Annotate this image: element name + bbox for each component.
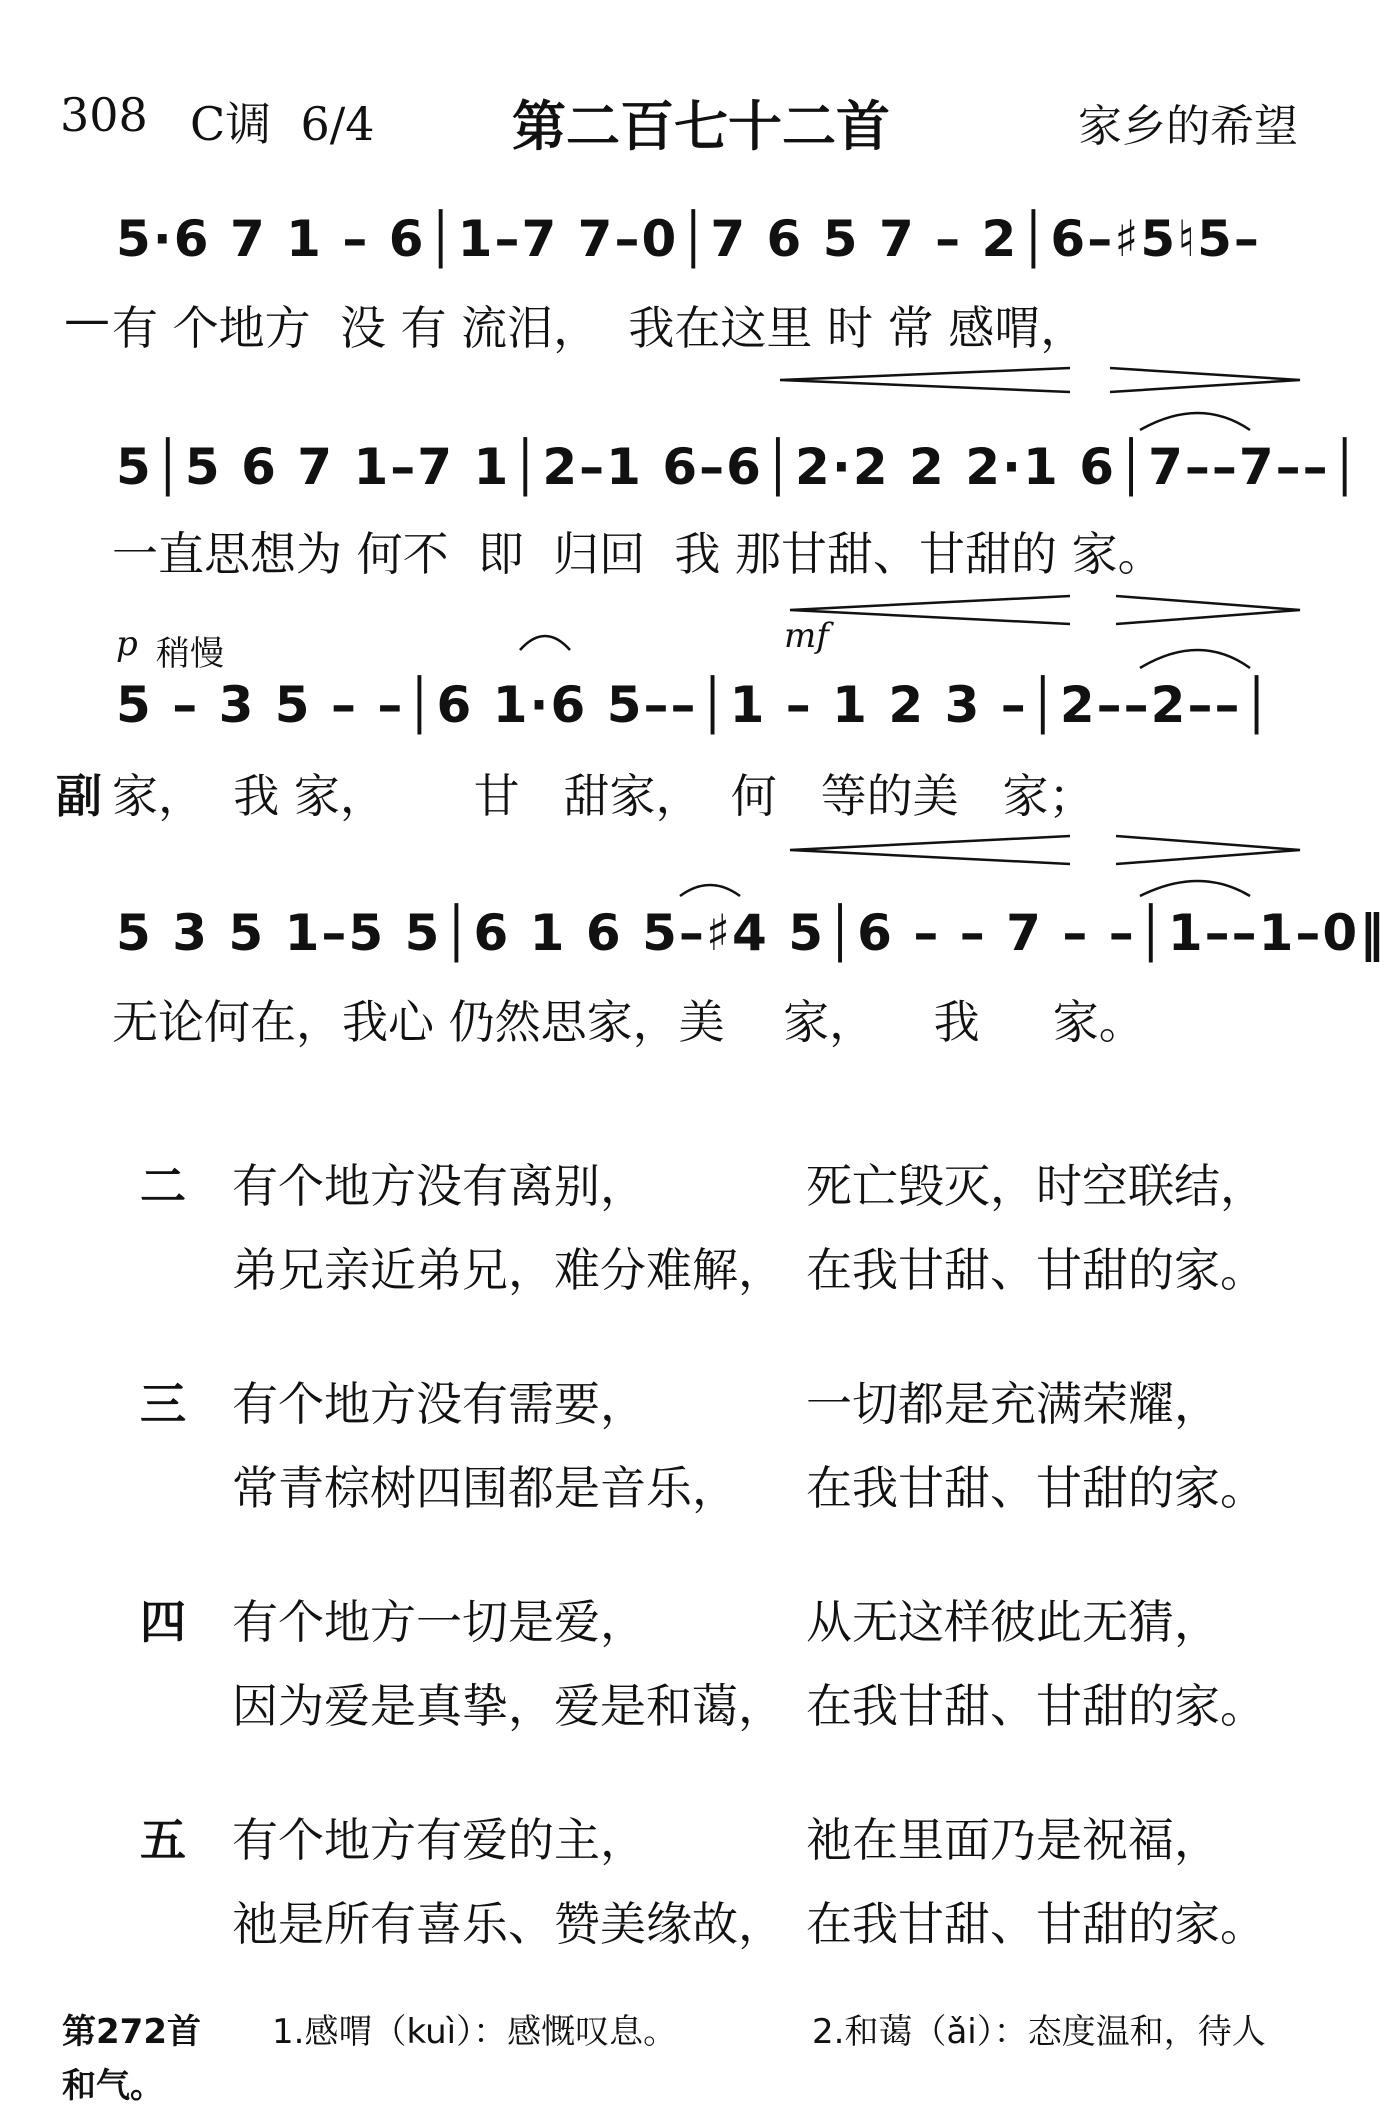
verse-line: 从无这样彼此无猜， (806, 1595, 1220, 1649)
verse-line: 因为爱是真挚，爱是和蔼， (232, 1679, 784, 1733)
key-signature: C调 6/4 (190, 97, 375, 151)
verse-line: 祂在里面乃是祝福， (806, 1813, 1220, 1867)
verse-line: 在我甘甜、甘甜的家。 (806, 1679, 1266, 1733)
slur (680, 885, 740, 896)
verse-line: 常青棕树四围都是音乐， (232, 1461, 738, 1515)
verse-line: 有个地方一切是爱， (232, 1595, 646, 1649)
verse-line: 弟兄亲近弟兄，难分难解， (232, 1243, 784, 1297)
verse-line: 死亡毁灭，时空联结， (806, 1159, 1266, 1213)
lyric-line-3: 家， 我 家， 甘 甜家， 何 等的美 家； (112, 769, 1095, 823)
decrescendo-hairpin (1116, 596, 1300, 624)
verse-line: 一切都是充满荣耀， (806, 1377, 1220, 1431)
refrain-marker: 副 (56, 769, 102, 823)
lyric-lead-1: — (64, 292, 110, 346)
fermata (520, 636, 570, 650)
footnote-2: 2.和蔼（ǎi）：态度温和，待人 (812, 2012, 1266, 2052)
verse-line: 有个地方有爱的主， (232, 1813, 646, 1867)
dynamic-mf: mf (784, 616, 829, 656)
decrescendo-hairpin (1116, 836, 1300, 864)
verse-line: 在我甘甜、甘甜的家。 (806, 1243, 1266, 1297)
footnote-1: 1.感喟（kuì）：感慨叹息。 (272, 2012, 678, 2052)
slur (1140, 413, 1250, 430)
dynamic-p: p (116, 624, 138, 664)
verse-line: 有个地方没有需要， (232, 1377, 646, 1431)
lyric-line-4: 无论何在，我心 仍然思家，美 家， 我 家。 (112, 995, 1145, 1049)
verse-number: 二 (140, 1159, 186, 1213)
tempo-mark: 稍慢 (156, 634, 224, 674)
page-number: 308 (60, 88, 148, 142)
notation-line-4: 5 3 5 1–5 5│6 1 6 5–♯4 5│6 – – 7 – –│1––1–0‖ (116, 904, 1387, 962)
song-title: 家乡的希望 (1078, 101, 1298, 152)
lyric-line-1: 有 个地方 没 有 流泪， 我在这里 时 常 感喟， (112, 301, 1087, 355)
verse-number: 四 (140, 1595, 186, 1649)
verse-line: 祂是所有喜乐、赞美缘故， (232, 1897, 784, 1951)
footnote-continued: 和气。 (62, 2066, 164, 2106)
slur (1140, 881, 1250, 896)
crescendo-hairpin (780, 368, 1070, 392)
lyric-line-2: 一直思想为 何不 即 归回 我 那甘甜、甘甜的 家。 (112, 527, 1164, 581)
slur (1140, 650, 1250, 668)
decrescendo-hairpin (1110, 368, 1300, 392)
crescendo-hairpin (790, 596, 1070, 624)
verse-number: 五 (140, 1813, 186, 1867)
verse-number: 三 (140, 1377, 186, 1431)
notation-line-2: 5│5 6 7 1–7 1│2–1 6–6│2·2 2 2·1 6│7––7––│ (116, 438, 1362, 496)
notation-line-3: 5 – 3 5 – –│6 1·6 5––│1 – 1 2 3 –│2––2––│ (116, 676, 1274, 734)
notation-line-1: 5·6 7 1 – 6│1–7 7–0│7 6 5 7 – 2│6–♯5♮5– (116, 210, 1261, 268)
footnote-label: 第272首 (62, 2012, 201, 2052)
hymn-title: 第二百七十二首 (512, 95, 890, 158)
crescendo-hairpin (790, 836, 1070, 864)
verse-line: 有个地方没有离别， (232, 1159, 646, 1213)
verse-line: 在我甘甜、甘甜的家。 (806, 1461, 1266, 1515)
verse-line: 在我甘甜、甘甜的家。 (806, 1897, 1266, 1951)
